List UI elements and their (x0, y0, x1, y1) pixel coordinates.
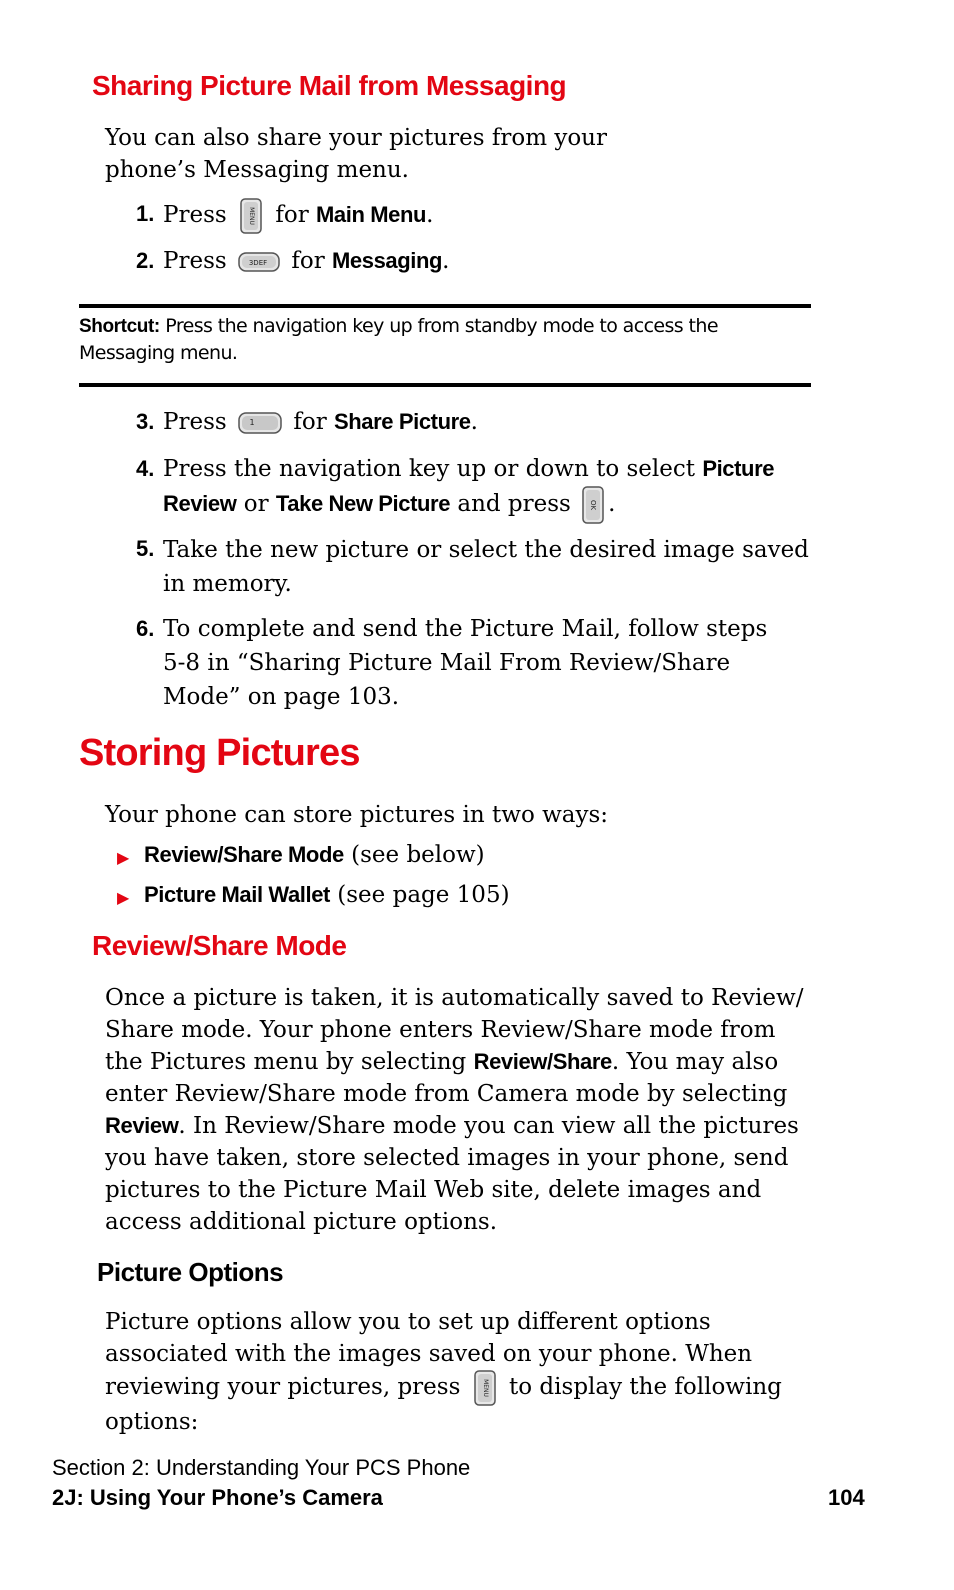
picture-options-paragraph: Picture options allow you to set up different options associated with the images saved on your phone. When reviewing your pictures, press MENU to display the following options: (105, 1309, 782, 1435)
review-share-paragraph: Once a picture is taken, it is automatically saved to Review/ Share mode. Your phone enters Review/Share mode from the Pictures menu by selecting Review/Share. You may also enter Review/Share mode from Camera mode by selecting Review. In Review/Share mode you can view all the pictures you have taken, store selected images in your phone, send pictures to the Picture Mail Web site, delete images and access additional picture options. (105, 985, 804, 1235)
storing-intro: Your phone can store pictures in two ways: (105, 802, 609, 828)
menu-key-icon (472, 1370, 498, 1406)
footer-section-label: Section 2: Understanding Your PCS Phone (52, 1455, 471, 1480)
svg-text:3DEF: 3DEF (248, 259, 268, 267)
ok-key-icon (580, 486, 606, 524)
step-5: Take the new picture or select the desired image saved in memory. (163, 537, 809, 597)
step-2: Press 3DEF for Messaging. (163, 248, 450, 274)
menu-key-icon (238, 198, 264, 234)
section-heading-storing-pictures: Storing Pictures (79, 732, 360, 774)
step-number: 5. (136, 536, 155, 561)
step-4: Press the navigation key up or down to select Picture Review or Take New Picture and press OK . (163, 452, 813, 524)
shortcut-note: Shortcut: Press the navigation key up from standby mode to access the Messaging menu. (79, 315, 718, 364)
svg-text:OK: OK (589, 499, 598, 511)
page-number: 104 (828, 1485, 865, 1510)
step-number: 6. (136, 616, 155, 641)
step-number: 3. (136, 409, 155, 434)
step-number: 1. (136, 201, 155, 226)
intro-paragraph: You can also share your pictures from your phone’s Messaging menu. (105, 125, 607, 183)
bullet-picture-mail-wallet: Picture Mail Wallet (see page 105) (144, 882, 510, 908)
section-heading-sharing-from-messaging: Sharing Picture Mail from Messaging (92, 70, 567, 101)
step-number: 2. (136, 248, 155, 273)
step-1: Press MENU for Main Menu. (163, 198, 813, 234)
subheading-picture-options: Picture Options (97, 1257, 284, 1287)
bullet-review-share-mode: Review/Share Mode (see below) (144, 842, 485, 868)
bullet-arrow-icon: ▶ (117, 848, 130, 867)
divider-top (79, 304, 811, 308)
step-3: Press 1 for Share Picture. (163, 409, 478, 435)
section-heading-review-share-mode: Review/Share Mode (92, 930, 347, 961)
divider-bottom (79, 383, 811, 387)
bullet-arrow-icon: ▶ (117, 888, 130, 907)
svg-text:1: 1 (249, 418, 255, 427)
key-3-icon (238, 251, 280, 273)
footer-chapter-title: 2J: Using Your Phone’s Camera (52, 1485, 383, 1510)
key-1-icon (238, 411, 282, 435)
step-6: To complete and send the Picture Mail, follow steps 5-8 in “Sharing Picture Mail From Review/Share Mode” on page 103. (163, 616, 768, 710)
svg-text:MENU: MENU (248, 207, 256, 225)
svg-text:MENU: MENU (481, 1379, 489, 1397)
step-number: 4. (136, 456, 155, 481)
